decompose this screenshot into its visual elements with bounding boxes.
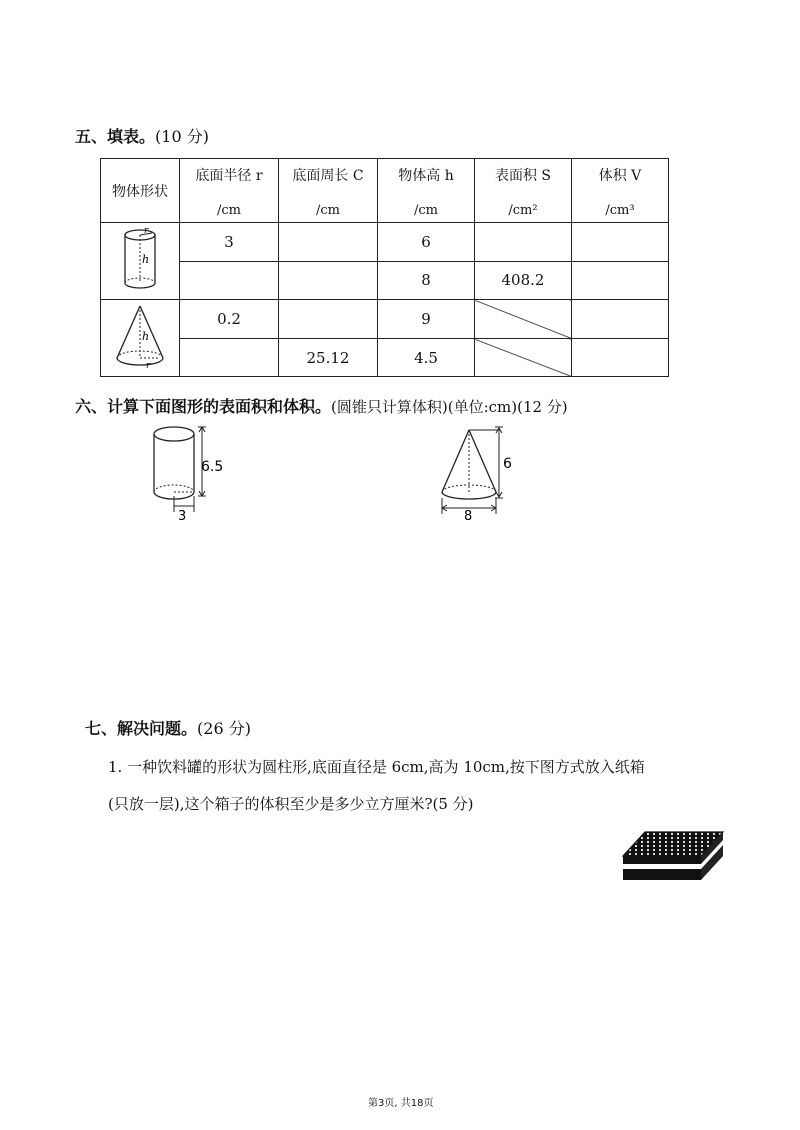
cell-volume [572, 339, 669, 377]
cell-radius [180, 261, 279, 300]
cell-height: 4.5 [378, 339, 475, 377]
cell-radius [180, 339, 279, 377]
cell-circumference [279, 300, 378, 339]
table-row [101, 339, 669, 377]
cell-surface-crossed [475, 300, 572, 339]
header-volume: 体积 V /cm³ [572, 159, 669, 223]
cylinder-figure [140, 420, 230, 525]
section6-heading [75, 394, 568, 417]
section7-points: (26 分) [197, 719, 251, 738]
header-height: 物体高 h /cm [378, 159, 475, 223]
cylinder-shape-cell [101, 223, 180, 300]
question-1-line1: 1. 一种饮料罐的形状为圆柱形,底面直径是 6cm,高为 10cm,按下图方式放入纸箱 [108, 758, 645, 776]
table-row [101, 261, 669, 300]
header-radius: 底面半径 r /cm [180, 159, 279, 223]
cone-small-figure [102, 300, 178, 372]
section6-note: (圆锥只计算体积)(单位:cm)(12 分) [331, 398, 568, 416]
table-row [101, 300, 669, 339]
cell-circumference [279, 223, 378, 262]
cone-figure [435, 422, 525, 522]
page-footer: 第3页, 共18页 [368, 1098, 434, 1109]
cylinder-small-figure [102, 223, 178, 295]
box-of-cans-figure [615, 828, 727, 888]
cell-surface-crossed [475, 339, 572, 377]
svg-text:6: 6 [503, 456, 512, 472]
fill-table [100, 158, 669, 377]
section5-heading [75, 124, 209, 147]
cone-shape-cell [101, 300, 180, 377]
svg-text:3: 3 [178, 509, 187, 524]
cell-surface: 408.2 [475, 261, 572, 300]
section6-title: 六、计算下面图形的表面积和体积。 [75, 397, 332, 416]
cell-height: 9 [378, 300, 475, 339]
svg-text:h: h [142, 253, 150, 266]
section5-title: 五、填表。 [75, 127, 156, 146]
cell-height: 6 [378, 223, 475, 262]
svg-text:6.5: 6.5 [201, 459, 224, 475]
cell-circumference: 25.12 [279, 339, 378, 377]
section5-points: (10 分) [155, 127, 209, 146]
cell-volume [572, 300, 669, 339]
cell-radius: 0.2 [180, 300, 279, 339]
section7-title: 七、解决问题。 [85, 719, 198, 738]
svg-text:8: 8 [464, 509, 473, 522]
cell-volume [572, 261, 669, 300]
cell-surface [475, 223, 572, 262]
cell-radius: 3 [180, 223, 279, 262]
svg-text:r: r [146, 361, 151, 371]
svg-text:r: r [144, 226, 149, 236]
cell-height: 8 [378, 261, 475, 300]
svg-text:h: h [142, 330, 150, 343]
header-shape: 物体形状 [101, 159, 180, 223]
section7-heading [85, 716, 251, 739]
table-row [101, 223, 669, 262]
cell-volume [572, 223, 669, 262]
cell-circumference [279, 261, 378, 300]
header-circumference: 底面周长 C /cm [279, 159, 378, 223]
header-surface: 表面积 S /cm² [475, 159, 572, 223]
table-header-row [101, 159, 669, 223]
question-1-line2: (只放一层),这个箱子的体积至少是多少立方厘米?(5 分) [108, 795, 474, 813]
